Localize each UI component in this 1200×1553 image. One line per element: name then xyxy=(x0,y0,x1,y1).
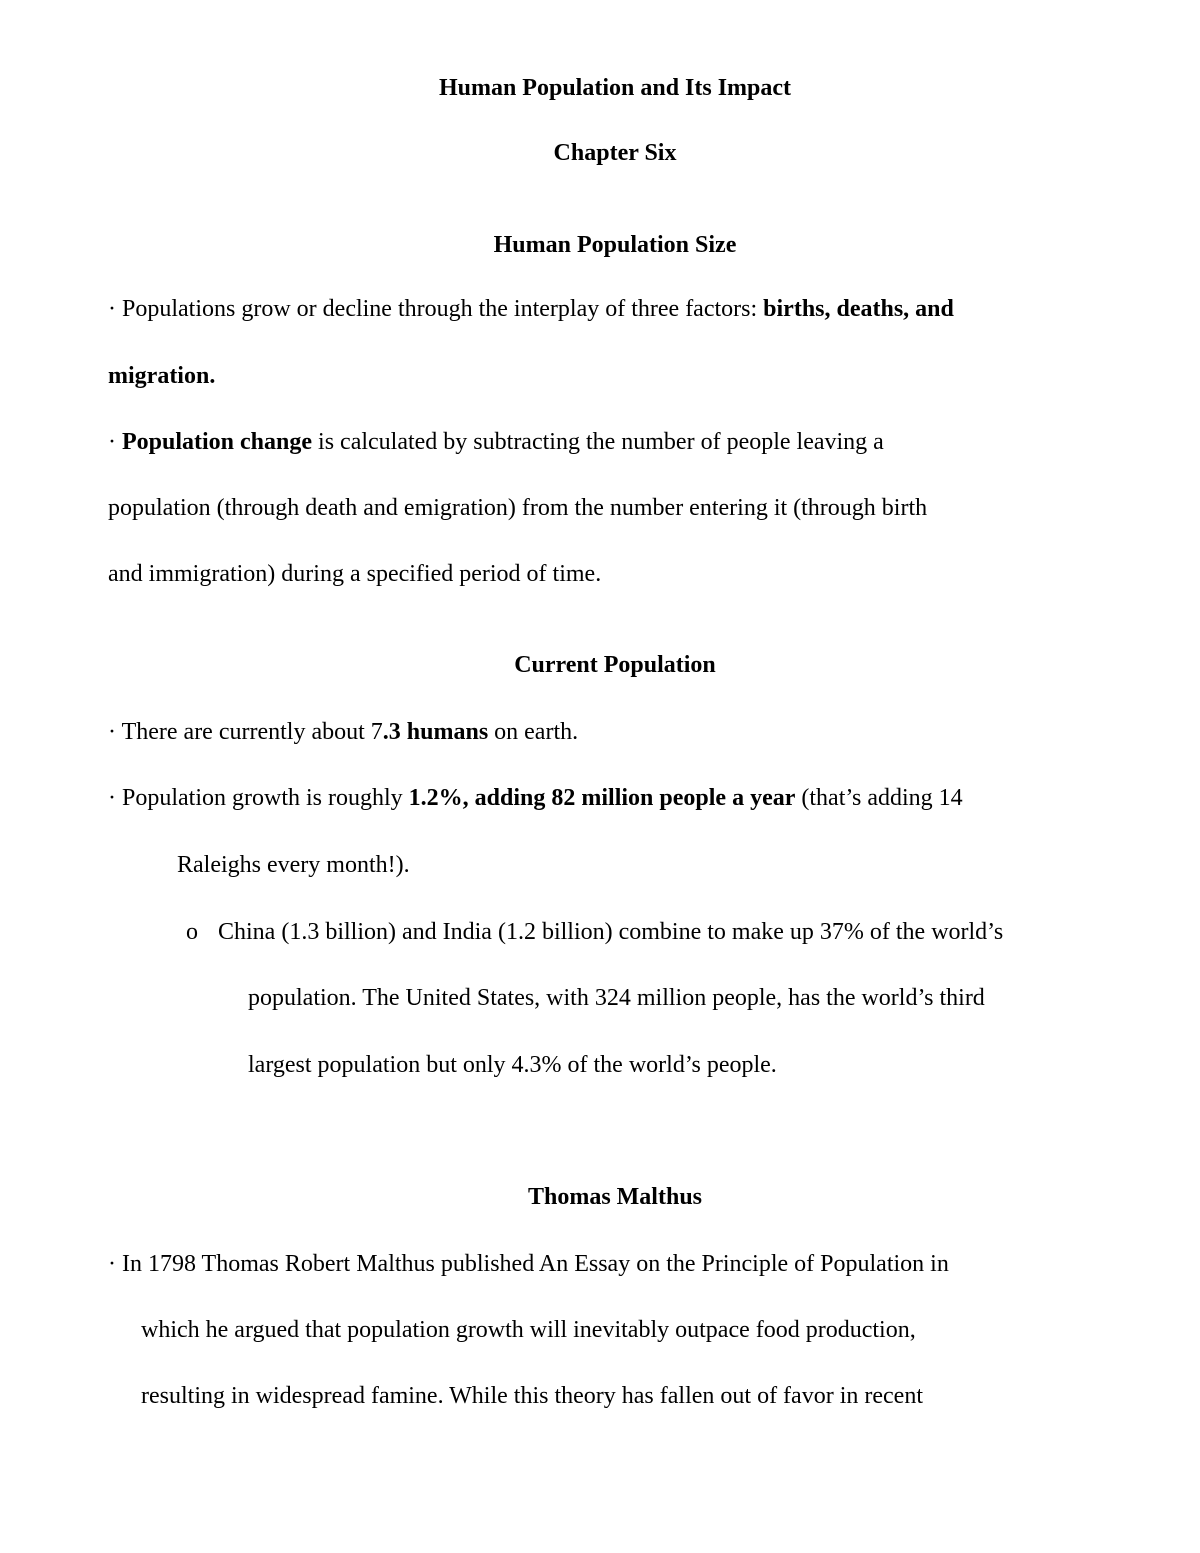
bullet-line xyxy=(108,1249,949,1279)
chapter-heading: Chapter Six xyxy=(553,140,677,166)
bullet-line: which he argued that population growth will inevitably outpace food production, xyxy=(141,1317,916,1343)
bullet-marker: · xyxy=(108,719,116,745)
bullet-text: Populations grow or decline through the interplay of three factors: xyxy=(122,296,764,322)
bullet-line xyxy=(108,361,215,391)
sub-bullet-line: China (1.3 billion) and India (1.2 billion) combine to make up 37% of the world’s xyxy=(218,919,1004,945)
bold-text: births, deaths, and xyxy=(763,296,954,322)
bullet-text: on earth. xyxy=(488,719,579,745)
bullet-marker: · xyxy=(108,296,116,322)
bullet-line xyxy=(108,294,954,324)
bullet-text: (that’s adding 14 xyxy=(795,785,963,811)
bullet-line: Raleighs every month!). xyxy=(177,852,410,878)
bullet-marker: · xyxy=(108,785,116,811)
bullet-marker: · xyxy=(108,429,116,455)
bullet-line xyxy=(108,783,963,813)
document-title: Human Population and Its Impact xyxy=(438,75,792,101)
bold-text: .3 humans xyxy=(382,719,489,745)
bold-text: 1.2%, adding 82 million people a year xyxy=(408,785,796,811)
bullet-line: population (through death and emigration) from the number entering it (through birth xyxy=(108,495,928,521)
bullet-marker: · xyxy=(108,1251,116,1277)
section-heading-thomas-malthus: Thomas Malthus xyxy=(527,1184,703,1210)
sub-bullet-marker: o xyxy=(186,919,198,945)
bullet-line: and immigration) during a specified period of time. xyxy=(108,561,602,587)
bullet-text: In 1798 Thomas Robert Malthus published An Essay on the Principle of Population in xyxy=(122,1251,949,1277)
bullet-line: resulting in widespread famine. While this theory has fallen out of favor in recent xyxy=(141,1383,923,1409)
section-heading-current-population: Current Population xyxy=(514,652,716,678)
bullet-line xyxy=(108,427,884,457)
bold-text: Population change xyxy=(122,429,313,455)
bullet-line xyxy=(108,717,578,747)
sub-bullet-line: largest population but only 4.3% of the world’s people. xyxy=(248,1052,777,1078)
bullet-text: There are currently about 7 xyxy=(121,719,383,745)
bullet-text: Population growth is roughly xyxy=(122,785,409,811)
section-heading-population-size: Human Population Size xyxy=(493,232,737,258)
bullet-text: is calculated by subtracting the number of people leaving a xyxy=(312,429,884,455)
sub-bullet-line: population. The United States, with 324 million people, has the world’s third xyxy=(248,985,985,1011)
bold-text: migration. xyxy=(108,363,216,389)
